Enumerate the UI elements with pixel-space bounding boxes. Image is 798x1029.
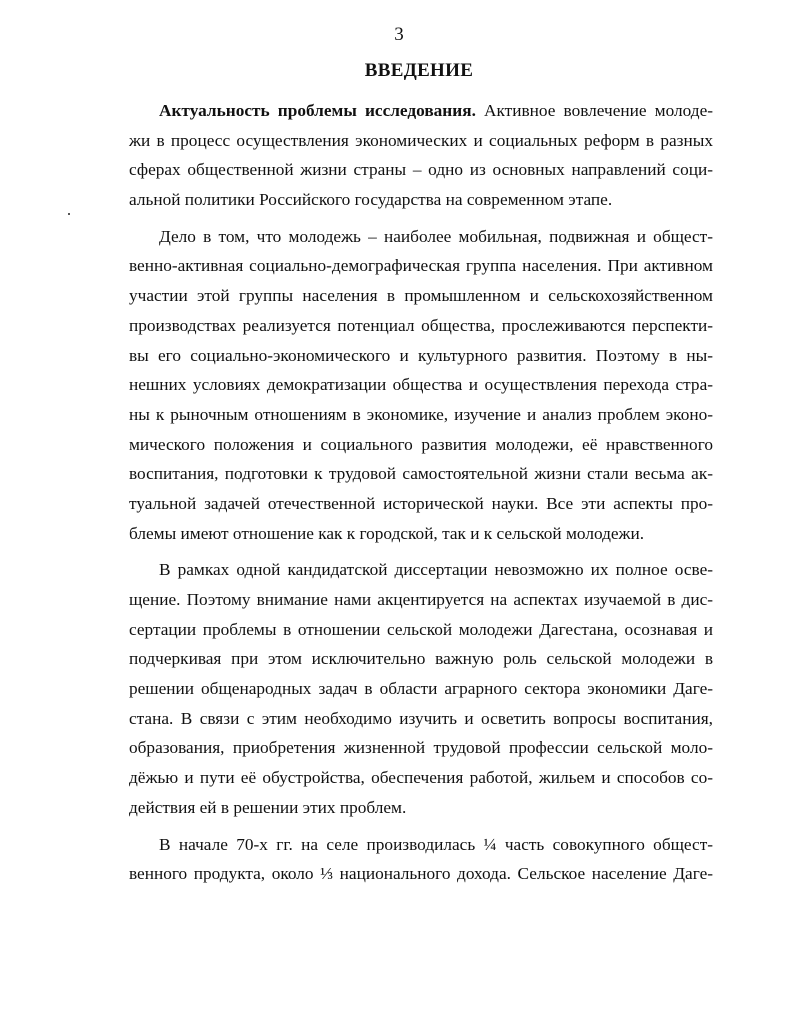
text-line: Актуальность проблемы исследования. Активное вовлечение молоде-: [159, 101, 713, 120]
paragraph-seventies: [129, 830, 713, 889]
text-line: дёжью и пути её обустройства, обеспечения работой, жильем и способов со-: [129, 768, 713, 788]
text-line: В рамках одной кандидатской диссертации невозможно их полное осве-: [159, 560, 713, 580]
text-line: туальной задачей отечественной исторической науки. Все эти аспекты про-: [129, 493, 713, 513]
paragraph-relevance: [129, 96, 713, 215]
text-line: нешних условиях демократизации общества и осуществления перехода стра-: [129, 375, 713, 395]
text-line: мического положения и социального развития молодежи, её нравственного: [129, 434, 713, 454]
text-line: альной политики Российского государства на современном этапе.: [129, 190, 613, 210]
text-line: жи в процесс осуществления экономических и социальных реформ в разных: [129, 130, 713, 150]
relevance-lead: Актуальность проблемы исследования.: [159, 101, 476, 120]
text-line: венного продукта, около ⅓ национального дохода. Сельское население Даге-: [129, 864, 713, 884]
text-line: воспитания, подготовки к трудовой самостоятельной жизни стали весьма ак-: [129, 464, 713, 484]
text-line: сферах общественной жизни страны – одно из основных направлений соци-: [129, 160, 713, 180]
text-line: ны к рыночным отношениям в экономике, изучение и анализ проблем эконо-: [129, 404, 713, 424]
text-line: сертации проблемы в отношении сельской молодежи Дагестана, осознавая и: [129, 619, 713, 639]
paragraph-youth-mobility: [129, 222, 713, 549]
text-line: блемы имеют отношение как к городской, так и к сельской молодежи.: [129, 523, 645, 543]
text-line: образования, приобретения жизненной трудовой профессии сельской моло-: [129, 738, 713, 758]
text-line: венно-активная социально-демографическая группа населения. При активном: [129, 256, 713, 276]
body-text: [129, 96, 713, 896]
text-line: стана. В связи с этим необходимо изучить и осветить вопросы воспитания,: [129, 708, 713, 728]
text-line: подчеркивая при этом исключительно важную роль сельской молодежи в: [129, 649, 713, 669]
text-line: действия ей в решении этих проблем.: [129, 797, 407, 817]
page-number: 3: [394, 24, 404, 45]
scan-speck: [68, 213, 70, 215]
text-line: В начале 70-х гг. на селе производилась ¼ часть совокупного общест-: [159, 834, 713, 854]
text-line: участии этой группы населения в промышленном и сельскохозяйственном: [129, 286, 713, 306]
text-line: Дело в том, что молодежь – наиболее мобильная, подвижная и общест-: [159, 226, 713, 246]
text-line: вы его социально-экономического и культурного развития. Поэтому в ны-: [129, 345, 713, 365]
section-heading: ВВЕДЕНИЕ: [364, 60, 474, 81]
text-line: щение. Поэтому внимание нами акцентируется на аспектах изучаемой в дис-: [129, 590, 713, 609]
text-line: производствах реализуется потенциал общества, прослеживаются перспекти-: [129, 315, 713, 335]
paragraph-dissertation-scope: [129, 555, 713, 822]
text-line: решении общенародных задач в области аграрного сектора экономики Даге-: [129, 679, 713, 699]
